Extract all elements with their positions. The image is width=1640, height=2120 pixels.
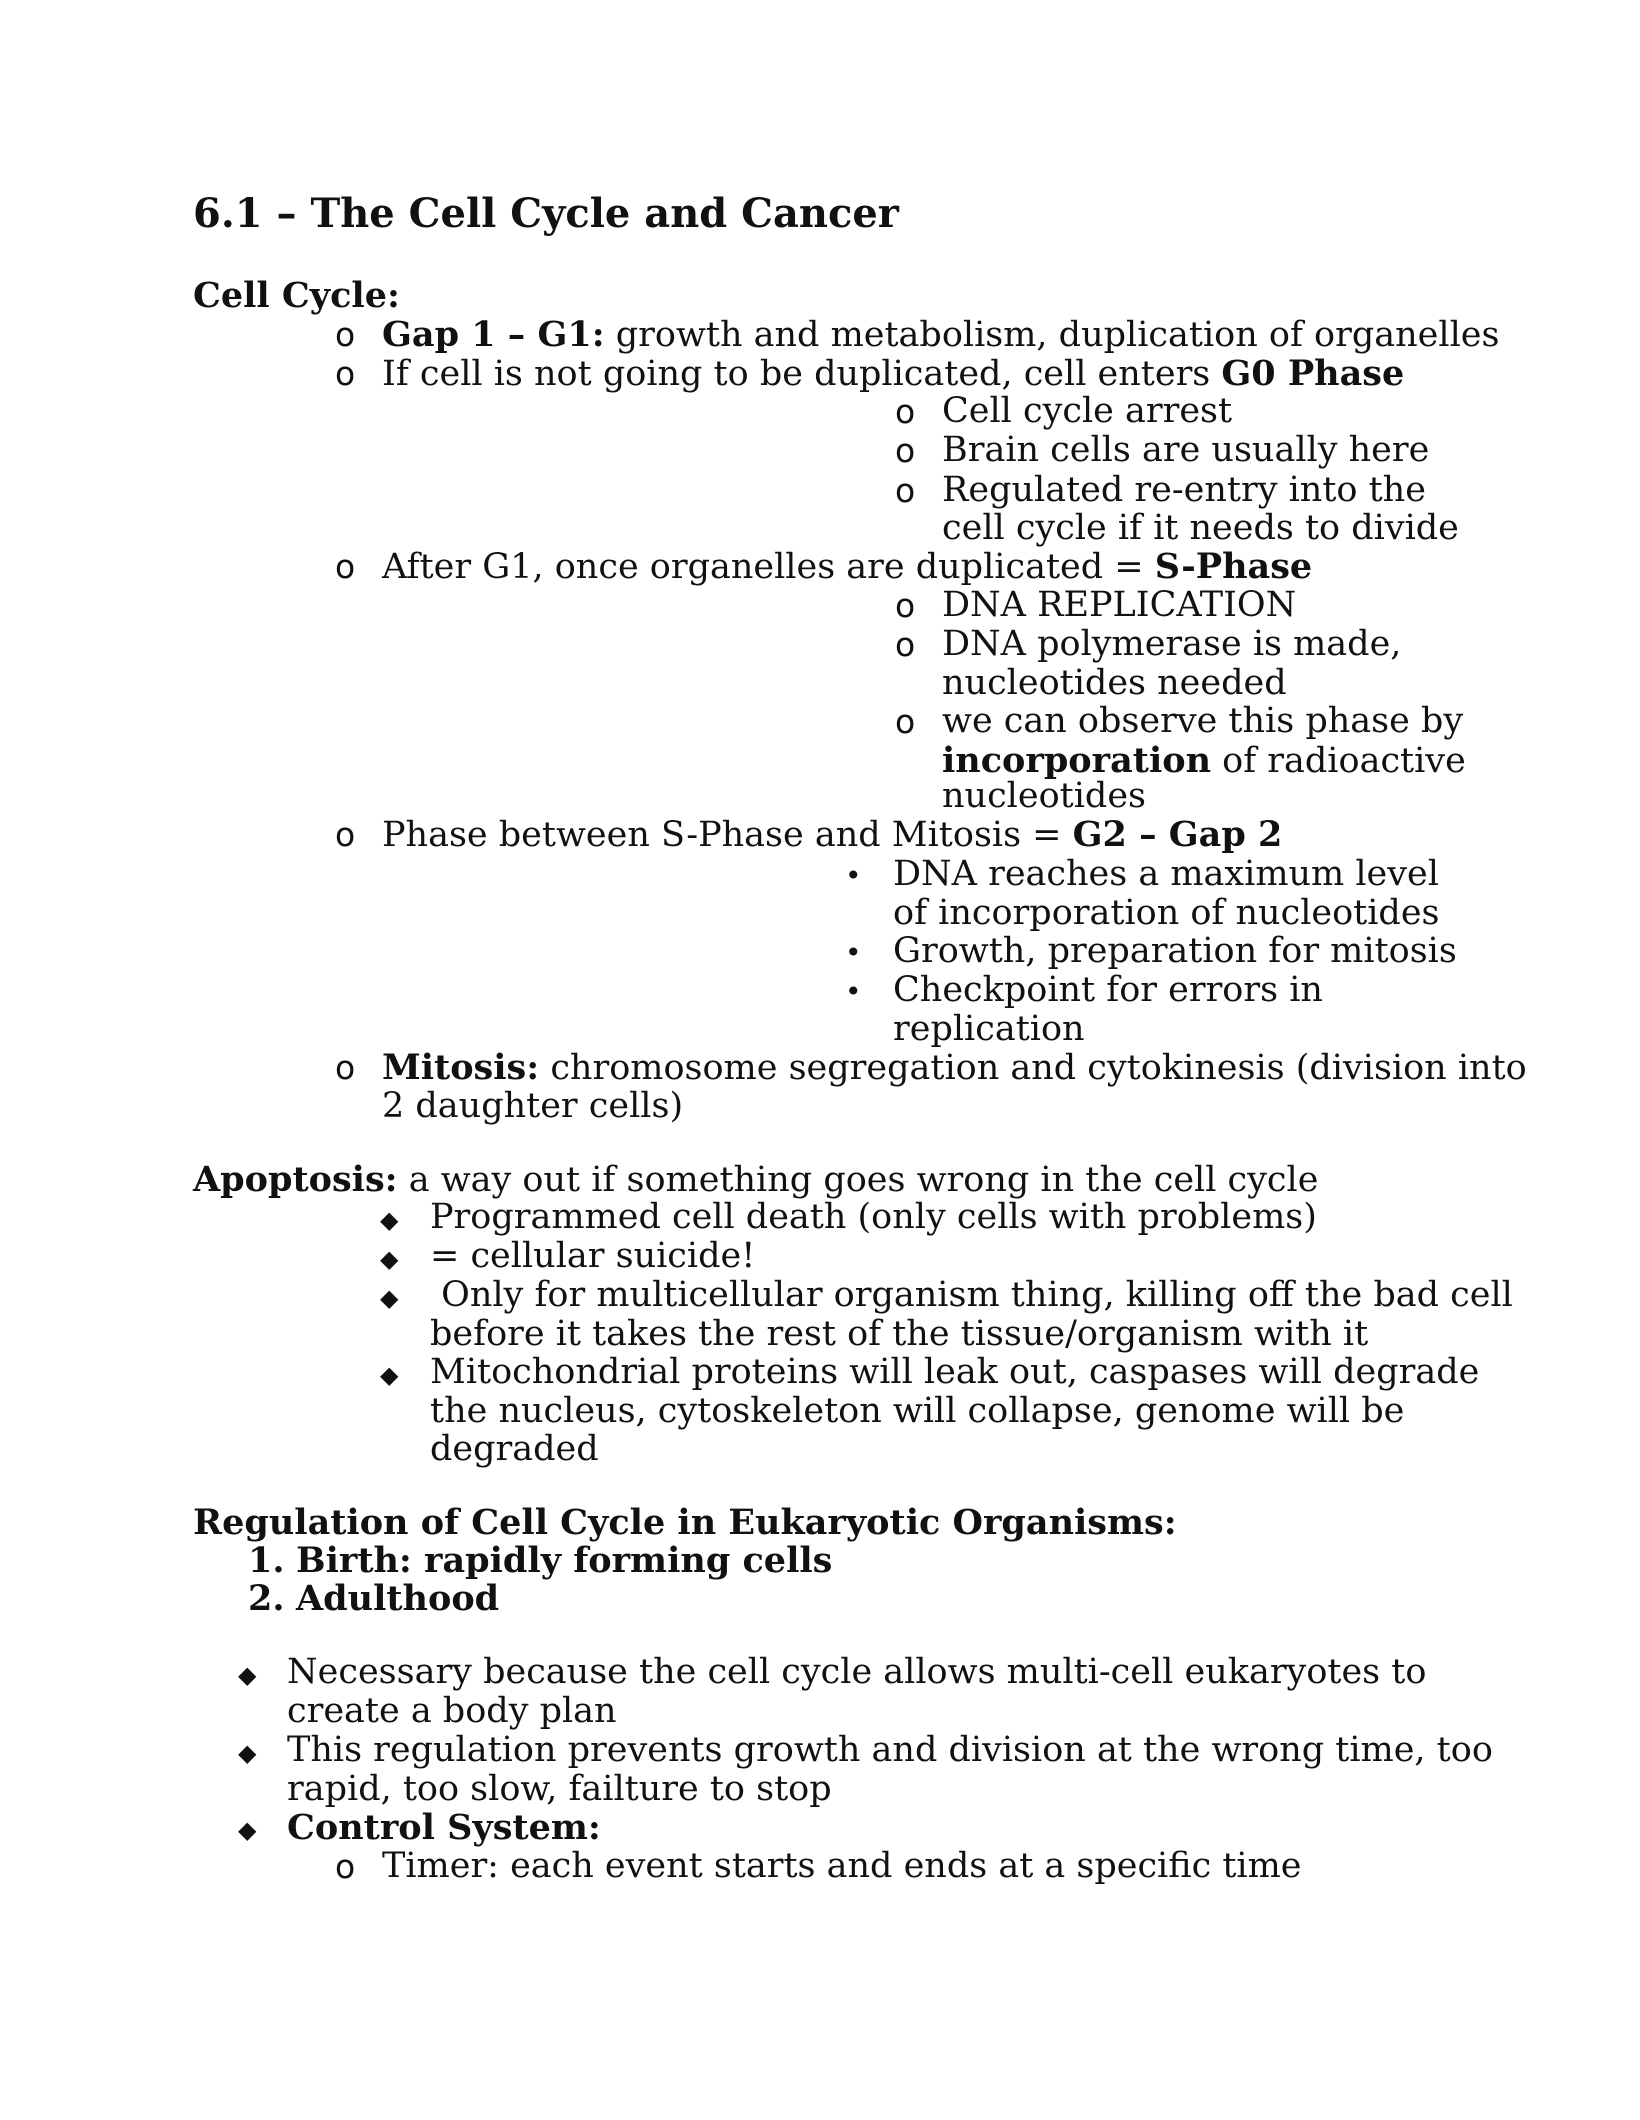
diamond-bullet-icon: ◆ — [238, 1739, 257, 1767]
diamond-bullet-icon: ◆ — [238, 1661, 257, 1689]
g1-label: Gap 1 – G1: — [382, 314, 605, 355]
numbered-item: Adulthood — [296, 1578, 500, 1619]
circle-bullet-icon: o — [335, 1048, 356, 1087]
circle-bullet-icon: o — [335, 815, 356, 854]
dot-bullet-icon: • — [845, 859, 862, 892]
g0-sub-item: Regulated re-entry into the — [942, 470, 1426, 510]
diamond-bullet-icon: ◆ — [380, 1206, 399, 1234]
circle-bullet-icon: o — [895, 431, 916, 470]
g2-sub-item-cont: of incorporation of nucleotides — [893, 893, 1440, 933]
s-phase-item — [382, 547, 1312, 587]
regulation-item: Necessary because the cell cycle allows multi-cell eukaryotes to — [287, 1652, 1427, 1692]
diamond-bullet-icon: ◆ — [380, 1245, 399, 1273]
g2-item — [382, 815, 1282, 855]
g2-sub-item: Checkpoint for errors in — [893, 970, 1323, 1010]
page-title: 6.1 – The Cell Cycle and Cancer — [193, 190, 899, 237]
s-sub-item: we can observe this phase by — [942, 701, 1464, 741]
s-sub-item-cont — [942, 741, 1466, 781]
circle-bullet-icon: o — [895, 471, 916, 510]
g0-text: If cell is not going to be duplicated, cell enters — [382, 354, 1222, 394]
list-number: 1. — [248, 1540, 285, 1581]
circle-bullet-icon: o — [335, 315, 356, 354]
g1-item — [382, 315, 1499, 355]
s-sub-item-cont: nucleotides — [942, 776, 1147, 816]
apoptosis-item-cont: degraded — [430, 1429, 599, 1469]
s-phase-text: After G1, once organelles are duplicated = — [382, 547, 1155, 587]
dot-bullet-icon: • — [845, 936, 862, 969]
apoptosis-item: Only for multicellular organism thing, killing off the bad cell — [430, 1275, 1513, 1315]
circle-bullet-icon: o — [335, 1847, 356, 1886]
control-sub-item: Timer: each event starts and ends at a specific time — [382, 1846, 1302, 1886]
mitosis-text: chromosome segregation and cytokinesis (division into — [539, 1048, 1527, 1088]
apoptosis-intro: a way out if something goes wrong in the cell cycle — [397, 1160, 1319, 1200]
numbered-item: Birth: rapidly forming cells — [296, 1540, 833, 1581]
g2-label: G2 – Gap 2 — [1072, 814, 1283, 855]
mitosis-item-cont: 2 daughter cells) — [382, 1086, 684, 1126]
g2-sub-item: Growth, preparation for mitosis — [893, 931, 1457, 971]
regulation-heading: Regulation of Cell Cycle in Eukaryotic Organisms: — [193, 1502, 1177, 1543]
incorporation-term: incorporation — [942, 740, 1212, 781]
apoptosis-item: Programmed cell death (only cells with problems) — [430, 1197, 1317, 1237]
apoptosis-item-cont: the nucleus, cytoskeleton will collapse, genome will be — [430, 1391, 1405, 1431]
g0-item — [382, 354, 1404, 394]
s-sub-item: DNA polymerase is made, — [942, 624, 1402, 664]
regulation-item: This regulation prevents growth and division at the wrong time, too — [287, 1730, 1493, 1770]
diamond-bullet-icon: ◆ — [380, 1361, 399, 1389]
s-sub-item: DNA REPLICATION — [942, 585, 1297, 625]
apoptosis-heading: Apoptosis: — [193, 1159, 398, 1200]
list-number: 2. — [248, 1578, 285, 1619]
diamond-bullet-icon: ◆ — [380, 1284, 399, 1312]
apoptosis-heading-line — [193, 1160, 1318, 1200]
circle-bullet-icon: o — [335, 354, 356, 393]
apoptosis-item: = cellular suicide! — [430, 1236, 756, 1276]
g0-sub-item: Cell cycle arrest — [942, 391, 1233, 431]
control-system-label: Control System: — [287, 1807, 601, 1848]
circle-bullet-icon: o — [895, 586, 916, 625]
circle-bullet-icon: o — [895, 392, 916, 431]
g0-label: G0 Phase — [1221, 353, 1405, 394]
cell-cycle-heading: Cell Cycle: — [193, 275, 400, 316]
mitosis-label: Mitosis: — [382, 1047, 540, 1088]
s-phase-label: S-Phase — [1154, 546, 1313, 587]
regulation-item-cont: create a body plan — [287, 1691, 617, 1731]
g2-sub-item-cont: replication — [893, 1009, 1085, 1049]
g0-sub-item: Brain cells are usually here — [942, 430, 1430, 470]
apoptosis-item: Mitochondrial proteins will leak out, caspases will degrade — [430, 1352, 1480, 1392]
dot-bullet-icon: • — [845, 975, 862, 1008]
s-sub-item-cont: nucleotides needed — [942, 663, 1287, 703]
diamond-bullet-icon: ◆ — [238, 1816, 257, 1844]
circle-bullet-icon: o — [895, 625, 916, 664]
g0-sub-item-cont: cell cycle if it needs to divide — [942, 508, 1459, 548]
circle-bullet-icon: o — [335, 547, 356, 586]
apoptosis-item-cont: before it takes the rest of the tissue/organism with it — [430, 1314, 1369, 1354]
mitosis-item — [382, 1048, 1527, 1088]
s-sub-text: of radioactive — [1211, 741, 1466, 781]
g2-sub-item: DNA reaches a maximum level — [893, 854, 1439, 894]
g2-text: Phase between S-Phase and Mitosis = — [382, 815, 1073, 855]
g1-text: growth and metabolism, duplication of organelles — [604, 315, 1500, 355]
circle-bullet-icon: o — [895, 702, 916, 741]
regulation-item-cont: rapid, too slow, failture to stop — [287, 1769, 832, 1809]
